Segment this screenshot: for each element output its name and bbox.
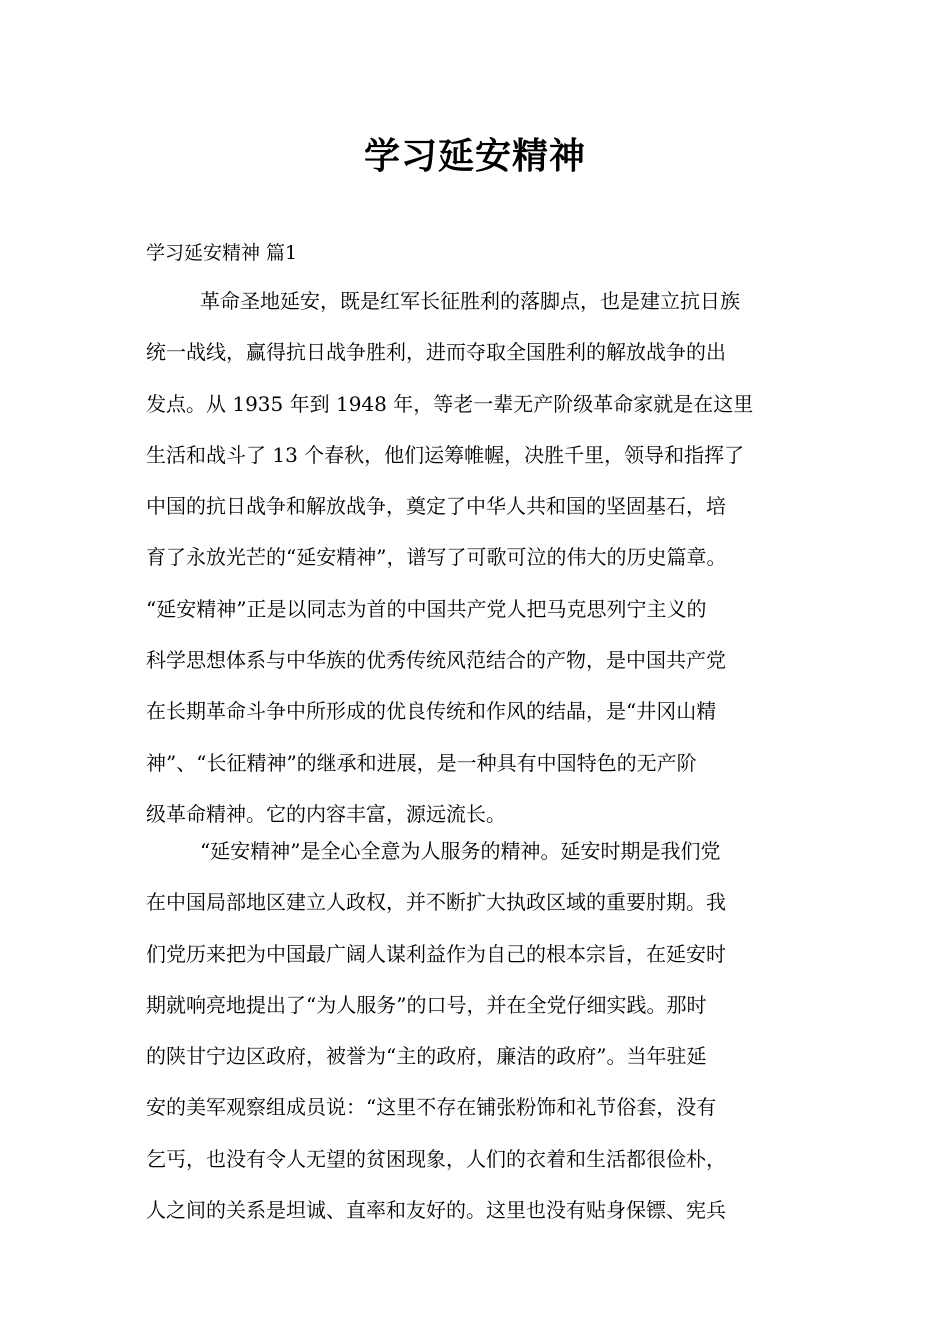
paragraph-line: 神”、“长征精神”的继承和进展，是一种具有中国特色的无产阶: [146, 750, 697, 775]
paragraph-line: 统一战线，赢得抗日战争胜利，进而夺取全国胜利的解放战争的出: [146, 340, 726, 365]
paragraph-1: [146, 276, 808, 840]
section-heading: 学习延安精神 篇1: [146, 242, 298, 264]
paragraph-line: 安的美军观察组成员说：“这里不存在铺张粉饰和礼节俗套，没有: [146, 1095, 717, 1120]
paragraph-line: 期就响亮地提出了“为人服务”的口号，并在全党仔细实践。那时: [146, 992, 707, 1017]
paragraph-line: 生活和战斗了 13 个春秋，他们运筹帷幄，决胜千里，领导和指挥了: [146, 442, 745, 467]
paragraph-line: 们党历来把为中国最广阔人谋利益作为自己的根本宗旨，在延安时: [146, 941, 726, 966]
paragraph-line: 乞丐，也没有令人无望的贫困现象，人们的衣着和生活都很俭朴，: [146, 1146, 726, 1171]
paragraph-line: 级革命精神。它的内容丰富，源远流长。: [146, 801, 506, 826]
document-title: 学习延安精神: [363, 136, 586, 177]
paragraph-line: 科学思想体系与中华族的优秀传统风范结合的产物，是中国共产党: [146, 648, 726, 673]
paragraph-line: 中国的抗日战争和解放战争，奠定了中华人共和国的坚固基石，培: [146, 494, 726, 519]
paragraph-line: 革命圣地延安，既是红军长征胜利的落脚点，也是建立抗日族: [200, 289, 740, 313]
paragraph-line: 在长期革命斗争中所形成的优良传统和作风的结晶，是“井冈山精: [146, 699, 717, 724]
paragraph-line: “延安精神”是全心全意为人服务的精神。延安时期是我们党: [200, 839, 721, 863]
paragraph-line: 人之间的关系是坦诚、直率和友好的。这里也没有贴身保镖、宪兵: [146, 1198, 726, 1223]
paragraph-line: “延安精神”正是以同志为首的中国共产党人把马克思列宁主义的: [146, 596, 707, 621]
paragraph-line: 的陕甘宁边区政府，被誉为“主的政府，廉洁的政府”。当年驻延: [146, 1044, 707, 1069]
paragraph-line: 发点。从 1935 年到 1948 年，等老一辈无产阶级革命家就是在这里: [146, 391, 754, 416]
paragraph-2: [146, 826, 808, 1236]
paragraph-line: 育了永放光芒的“延安精神”，谱写了可歌可泣的伟大的历史篇章。: [146, 545, 727, 570]
paragraph-line: 在中国局部地区建立人政权，并不断扩大执政区域的重要肘期。我: [146, 890, 726, 915]
